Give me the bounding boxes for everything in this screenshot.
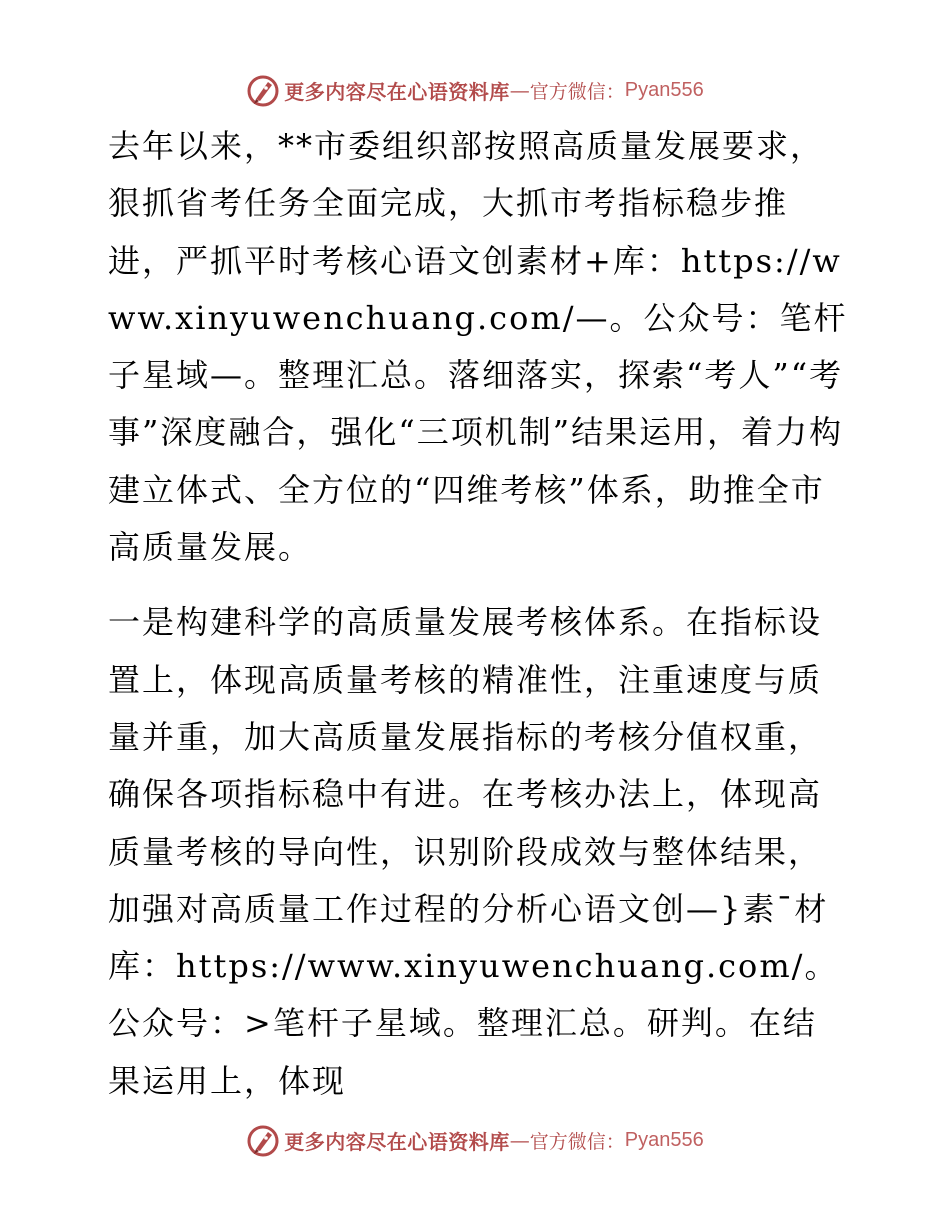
- footer-banner: [0, 1120, 950, 1160]
- banner-dash: —: [509, 1128, 530, 1152]
- header-banner: [0, 70, 950, 110]
- pen-nib-logo-icon: [246, 73, 280, 107]
- banner-title: 更多内容尽在心语资料库: [284, 1129, 510, 1154]
- footer-banner-content: [246, 1123, 703, 1157]
- pen-nib-logo-icon: [246, 1123, 280, 1157]
- paragraph-2: 一是构建科学的高质量发展考核体系。在指标设置上，体现高质量考核的精准性，注重速度与质量并重，加大高质量发展指标的考核分值权重，确保各项指标稳中有进。在考核办法上，体现高质量考核的导向性，识别阶段成效与整体结果，加强对高质量工作过程的分析心语文创—}素¯材库：https://www.xinyuwenchuang.com/。公众号：>笔杆子星域。整理汇总。研判。在结果运用上，体现: [108, 603, 839, 1100]
- banner-wechat-id: Pyan556: [624, 1128, 704, 1151]
- header-banner-content: [246, 73, 703, 107]
- banner-wechat-id: Pyan556: [624, 78, 704, 101]
- banner-dash: —: [509, 78, 530, 102]
- banner-wechat-label: 官方微信：: [529, 1130, 625, 1153]
- banner-title: 更多内容尽在心语资料库: [284, 79, 510, 104]
- document-body: [98, 118, 850, 1110]
- paragraph-1: 去年以来，**市委组织部按照高质量发展要求，狠抓省考任务全面完成，大抓市考指标稳步推进，严抓平时考核心语文创素材+库：https://www.xinyuwenchuang.com/—。公众号：笔杆子星域—。整理汇总。落细落实，探索“考人”“考事”深度融合，强化“三项机制”结果运用，着力构建立体式、全方位的“四维考核”体系，助推全市高质量发展。: [108, 127, 848, 567]
- banner-wechat-label: 官方微信：: [529, 80, 625, 103]
